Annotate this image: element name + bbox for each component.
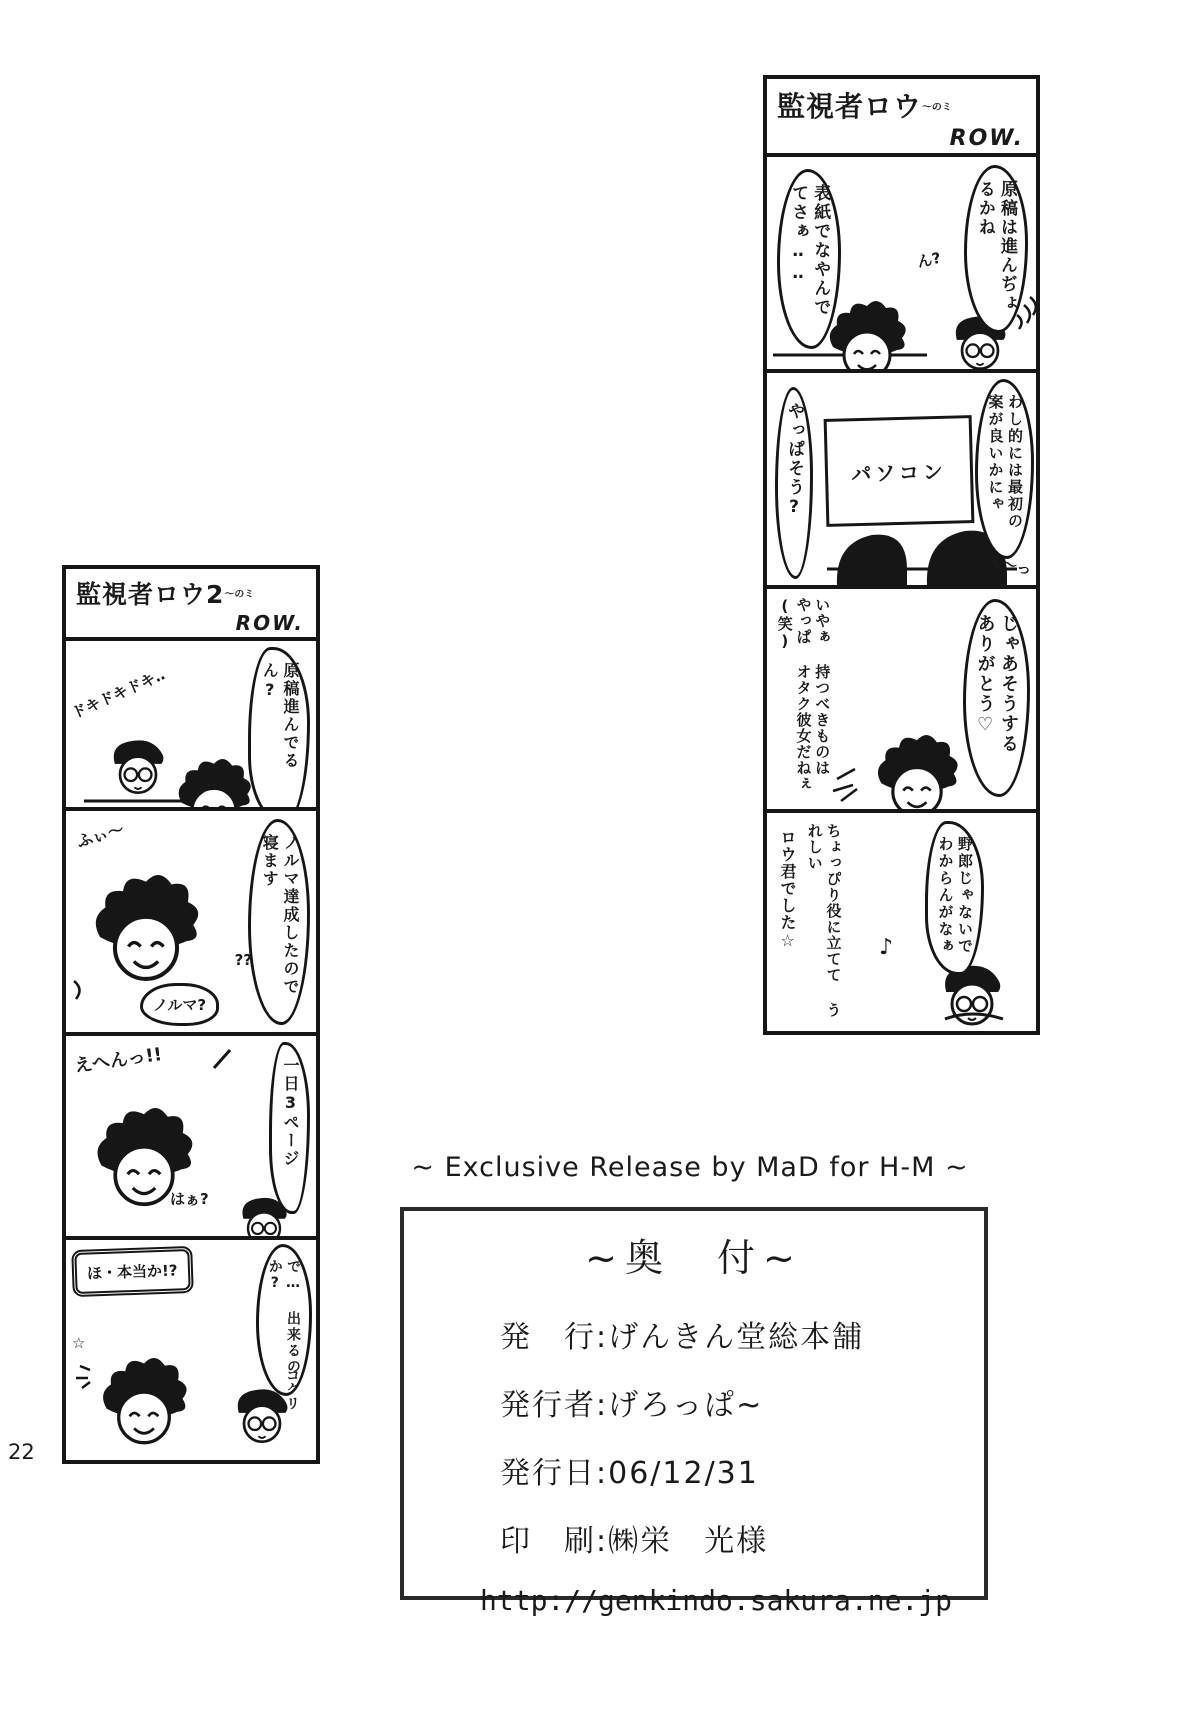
star-sfx: ☆: [72, 1334, 86, 1352]
speech-bubble: ノルマ達成したので寝ます: [248, 819, 310, 1025]
sfx-text: ん?: [915, 248, 943, 272]
colophon-colon: :: [596, 1524, 609, 1559]
colophon-row-printer: [500, 1516, 984, 1560]
strip-right-title: 監視者ロウ: [777, 90, 923, 123]
speech-bubble: 表紙でなやんでてさぁ‥‥: [777, 169, 841, 349]
sfx-text: はぁ?: [170, 1190, 209, 1208]
strip-left-title-squiggle: 〜のミ: [224, 589, 255, 600]
music-note-sfx: ♪: [879, 935, 894, 960]
speech-bubble: 野郎じゃないで わからんがなぁ: [925, 821, 984, 975]
colophon-box: [400, 1207, 988, 1617]
comic-strip-right: [763, 75, 1040, 1035]
comic-panel: [66, 637, 316, 807]
sfx-text: えへんっ!!: [73, 1043, 164, 1078]
strip-left-title-bar: [66, 569, 316, 637]
colophon-rows: [500, 1312, 984, 1560]
comic-strip-left: [62, 565, 320, 1464]
colophon-row-author: [500, 1380, 984, 1424]
sfx-text: ん〜っ: [985, 550, 1034, 580]
speech-bubble: 原稿進んでるん?: [248, 647, 310, 807]
sfx-text: ??: [234, 951, 252, 969]
colophon-value: げろっぱ~: [608, 1388, 764, 1423]
speech-bubble: で… 出来るのか?: [256, 1244, 312, 1396]
caption-text: ちょっぴり役に立てて うれしい: [805, 823, 843, 1018]
computer-screen: [824, 415, 975, 527]
comic-panel: [767, 809, 1036, 1031]
strip-left-title: 監視者ロウ2: [76, 580, 225, 609]
colophon-colon: :: [596, 1456, 609, 1491]
speech-bubble: 一日3ページ: [269, 1042, 310, 1214]
colophon-title: ~奥 付~: [585, 1236, 803, 1280]
colophon-value: 06/12/31: [608, 1456, 759, 1491]
colophon-label: 印 刷: [500, 1524, 596, 1559]
colophon-label: 発行日: [500, 1456, 596, 1491]
strip-right-title-bar: [767, 79, 1036, 153]
strip-right-title-squiggle: 〜のミ: [922, 102, 952, 113]
colophon-url: http://genkindo.sakura.ne.jp: [480, 1584, 953, 1617]
sfx-text: ドキドキドキ‥: [68, 665, 168, 723]
colophon-value: げんきん堂総本舗: [608, 1320, 865, 1355]
strip-right-subtitle: ROW.: [949, 126, 1024, 151]
colophon-row-date: [500, 1448, 984, 1492]
caption-text: いやぁ 持つべきものは やっぱ オタク彼女だねぇ(笑): [775, 597, 832, 792]
colophon-label: 発 行: [500, 1320, 596, 1355]
comic-panel: [767, 153, 1036, 369]
comic-panel: [66, 1236, 316, 1460]
sfx-text: コクリ: [284, 1368, 300, 1410]
colophon-row-publisher: [500, 1312, 984, 1356]
screen-label: パソコン: [850, 459, 948, 486]
speech-bubble: ほ・本当か!?: [71, 1246, 193, 1297]
release-credit-line: ~ Exclusive Release by MaD for H-M ~: [411, 1152, 969, 1183]
comic-panel: [767, 585, 1036, 809]
strip-left-subtitle: ROW.: [235, 611, 304, 635]
page-number: 22: [8, 1440, 35, 1464]
colophon-value: ㈱栄 光様: [608, 1524, 769, 1559]
comic-panel: [66, 807, 316, 1032]
sfx-text: ふぃ〜: [74, 819, 126, 852]
caption-text: ロウ君でした☆: [778, 829, 797, 951]
comic-panel: [66, 1032, 316, 1236]
speech-bubble: 原稿は進んぢょるかね: [964, 165, 1028, 333]
speech-bubble: わし的には最初の案が良いかにゃ: [975, 379, 1034, 559]
speech-bubble: やっぱそう?: [775, 387, 813, 579]
colophon-colon: :: [596, 1320, 609, 1355]
comic-panel: [767, 369, 1036, 585]
speech-bubble: じゃあそうする ありがとう♡: [963, 599, 1030, 797]
colophon-label: 発行者: [500, 1388, 596, 1423]
colophon-colon: :: [596, 1388, 609, 1423]
speech-bubble: ノルマ?: [140, 983, 219, 1026]
